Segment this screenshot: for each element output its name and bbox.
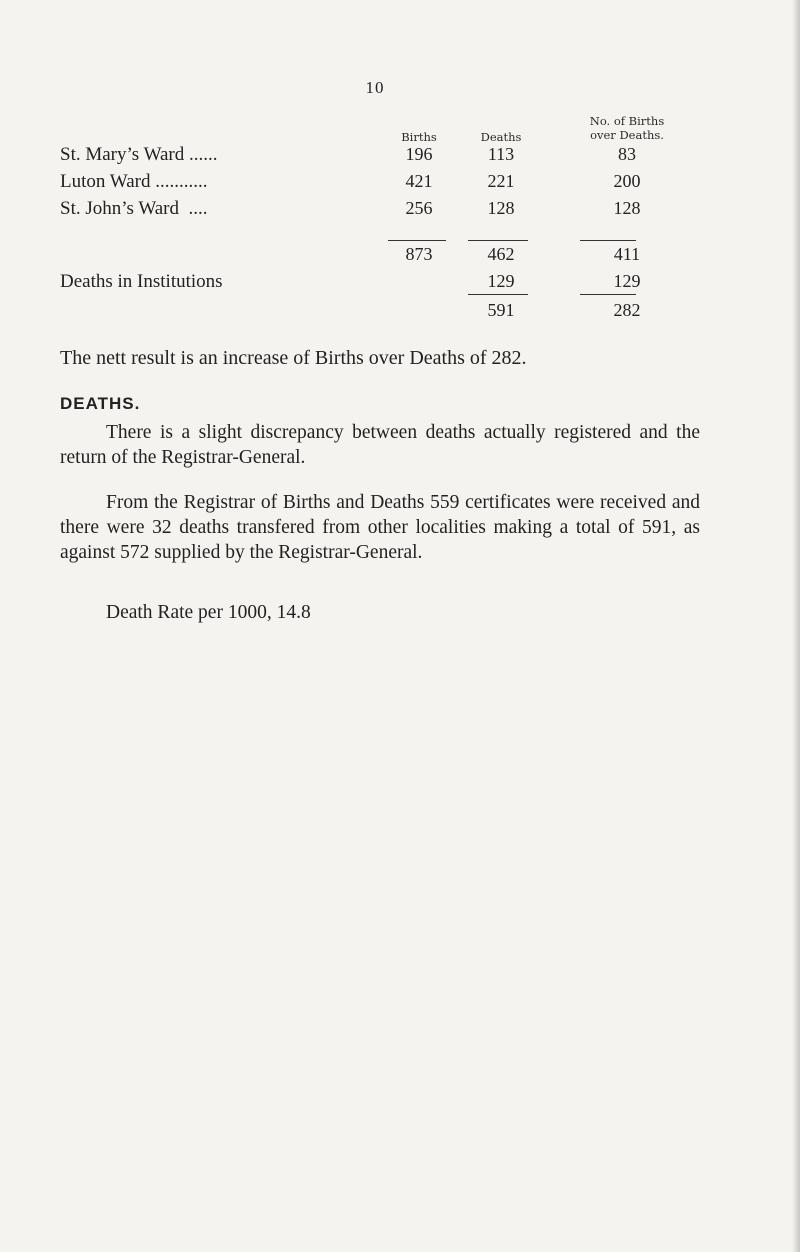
deaths-paragraph-2 [60,490,700,565]
row-label-st-johns: St. John’s Ward .... [60,198,208,219]
total-deaths: 591 [487,300,515,320]
deaths-st-johns: 128 [487,198,515,218]
death-rate-text: Death Rate per 1000, 14.8 [106,602,311,623]
death-rate-line [60,600,700,625]
page-edge-shadow [792,0,800,1252]
summary-text: The nett result is an increase of Births over Deaths of 282. [60,347,527,369]
total-rule-deaths [468,294,528,295]
subtotal-rule-deaths [468,240,528,241]
total-excess: 282 [613,300,641,320]
deaths-st-marys: 113 [487,144,515,164]
births-st-johns: 256 [405,198,433,218]
deaths-column-header: Deaths [480,130,522,144]
deaths-institutions: 129 [487,271,515,291]
page-number: 10 [365,78,385,97]
row-label-luton: Luton Ward ........... [60,171,208,192]
births-over-deaths-header-line2: over Deaths. [590,128,664,142]
deaths-paragraph-1 [60,420,700,470]
excess-st-marys: 83 [618,144,636,164]
row-label-institutions: Deaths in Institutions [60,271,223,292]
births-over-deaths-header-line1: No. of Births [589,114,665,128]
excess-institutions: 129 [613,271,641,291]
births-st-marys: 196 [405,144,433,164]
excess-luton: 200 [613,171,641,191]
subtotal-births: 873 [405,244,433,264]
subtotal-rule-excess [580,240,636,241]
subtotal-excess: 411 [613,244,641,264]
subtotal-deaths: 462 [487,244,515,264]
births-column-header: Births [401,130,437,144]
summary-sentence [60,346,700,371]
births-over-deaths-column-header [562,114,692,142]
births-luton: 421 [405,171,433,191]
deaths-paragraph-2-text: From the Registrar of Births and Deaths 559 certificates were received and there were 32 deaths transfered from other localities making a total of 591, as against 572 supplied by the Registrar-General. [60,492,700,563]
row-label-st-marys: St. Mary’s Ward ...... [60,144,218,165]
subtotal-rule-births [388,240,446,241]
excess-st-johns: 128 [613,198,641,218]
deaths-heading: DEATHS. [60,394,141,413]
total-rule-excess [580,294,636,295]
deaths-luton: 221 [487,171,515,191]
deaths-paragraph-1-text: There is a slight discrepancy between deaths actually registered and the return of the Registrar-General. [60,422,700,468]
